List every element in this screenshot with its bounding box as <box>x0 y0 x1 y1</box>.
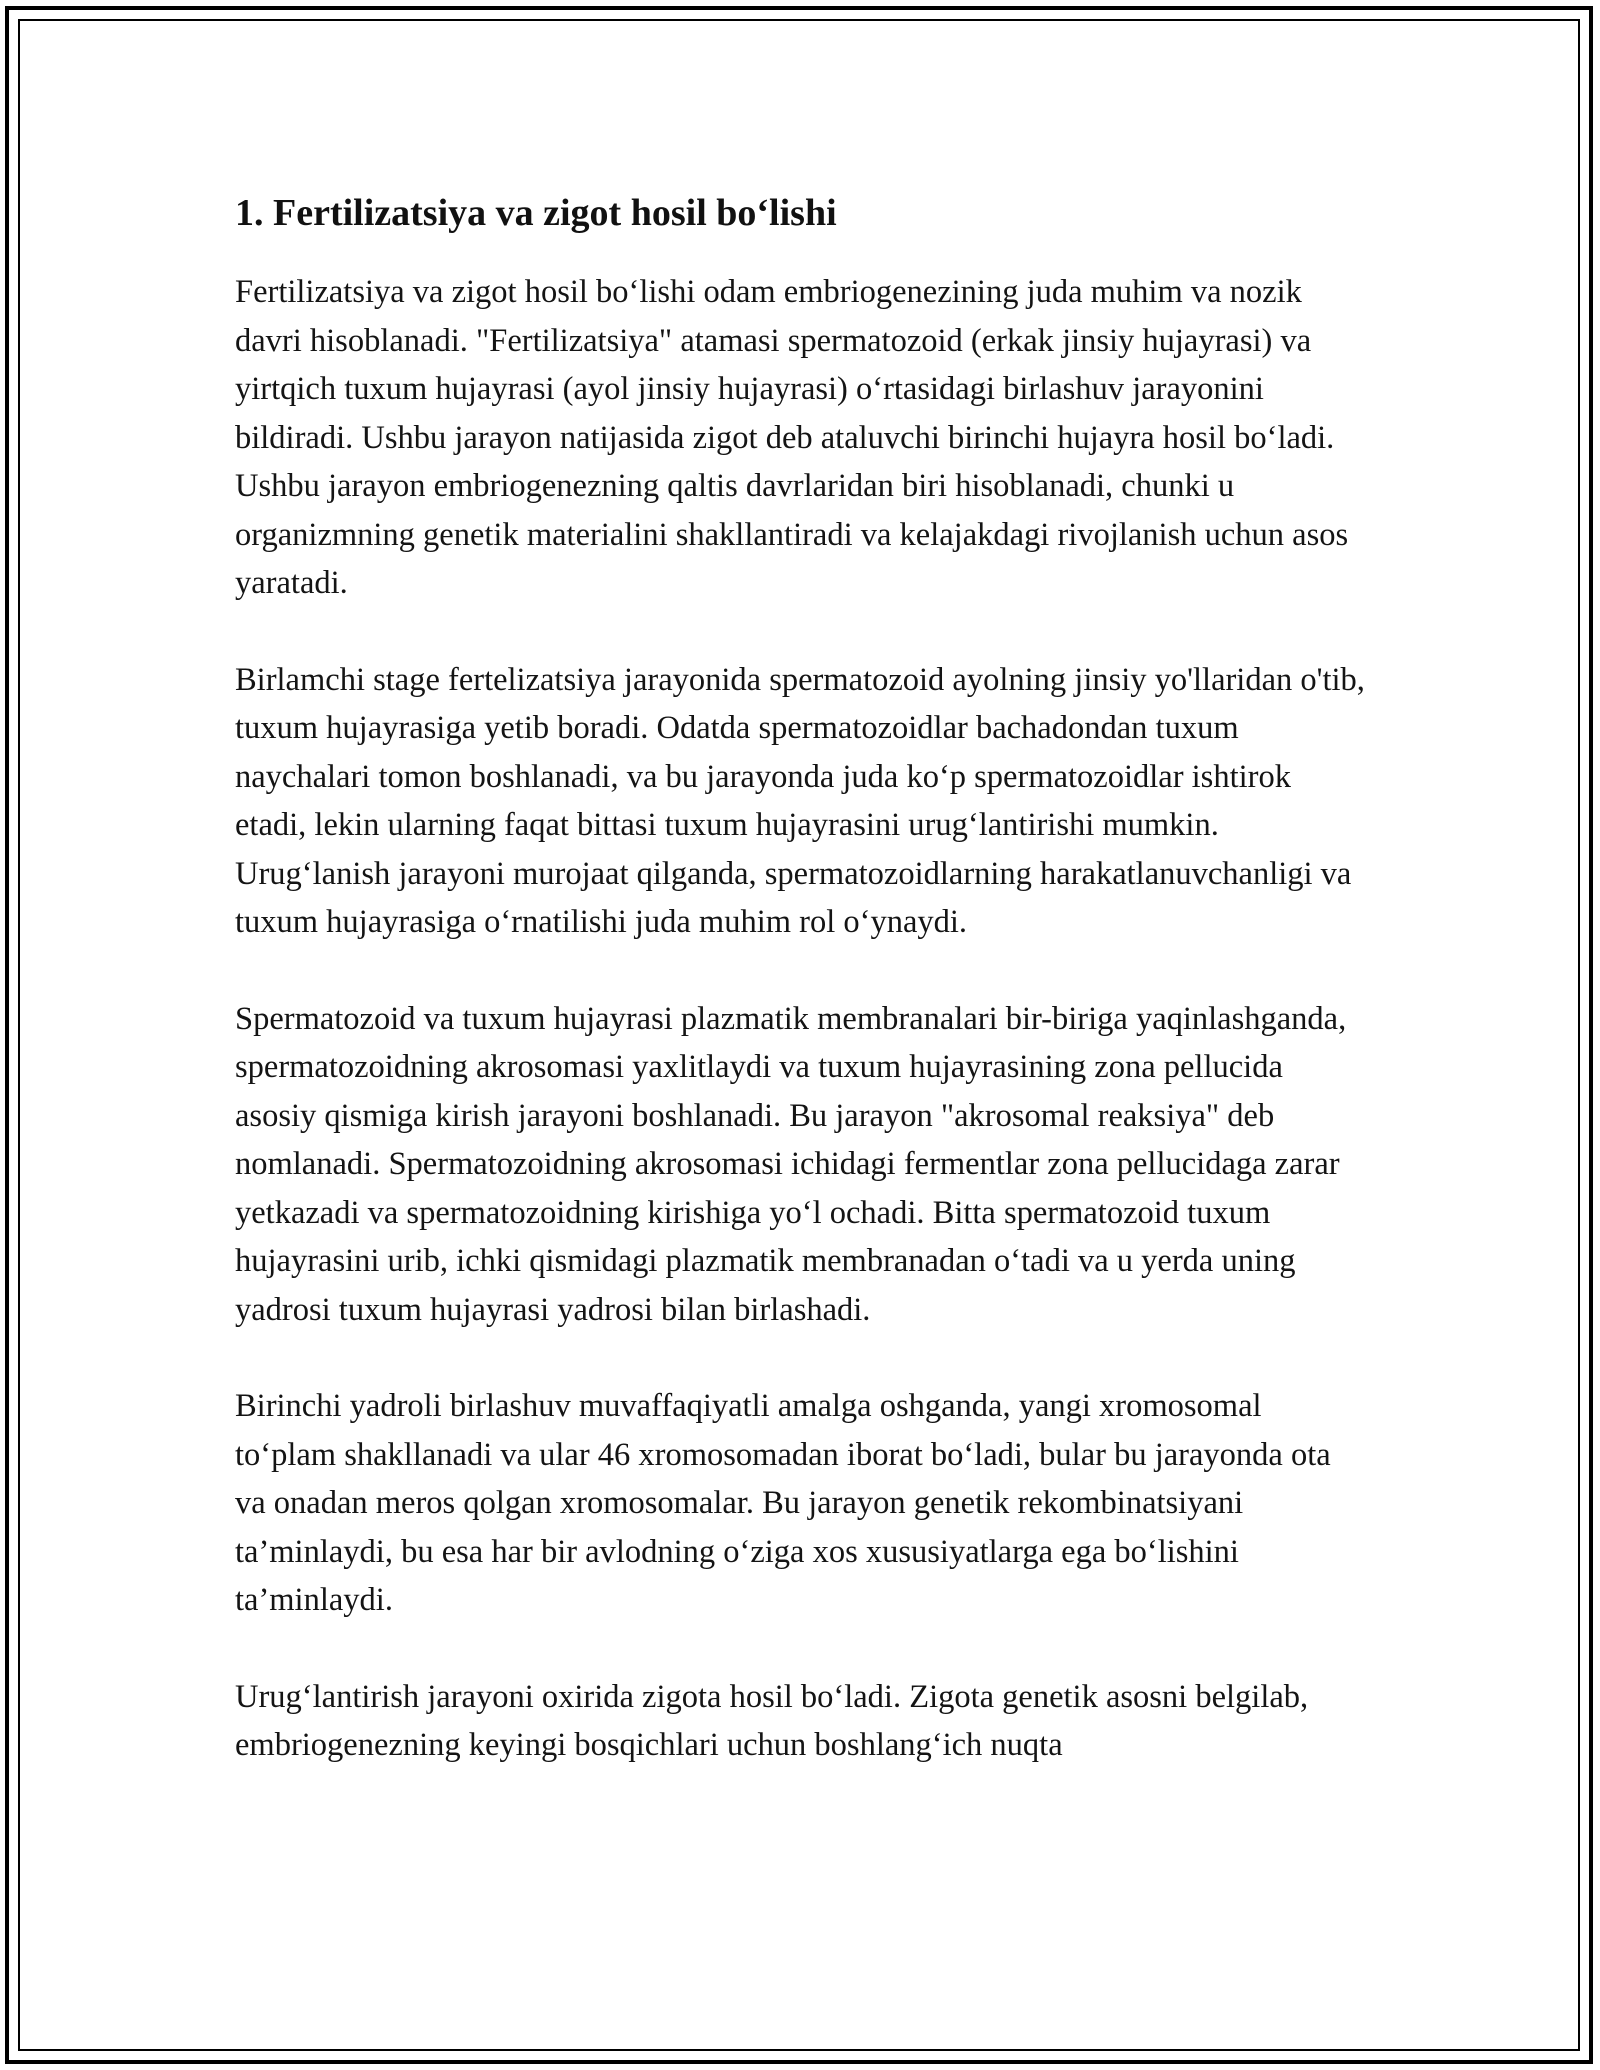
document-body <box>235 190 1365 1818</box>
paragraph-4: Birinchi yadroli birlashuv muvaffaqiyatli amalga oshganda, yangi xromosomal to‘plam shakllanadi va ular 46 xromosomadan iborat bo‘ladi, bular bu jarayonda ota va onadan meros qolgan xromosomalar. Bu jarayon genetik rekombinatsiyani ta’minlaydi, bu esa har bir avlodning o‘ziga xos xususiyatlarga ega bo‘lishini ta’minlaydi. <box>235 1388 1331 1618</box>
section-heading: 1. Fertilizatsiya va zigot hosil bo‘lishi <box>235 192 837 234</box>
paragraph-5: Urug‘lantirish jarayoni oxirida zigota hosil bo‘ladi. Zigota genetik asosni belgilab, embriogenezning keyingi bosqichlari uchun boshlang‘ich nuqta <box>235 1678 1309 1763</box>
paragraph-3: Spermatozoid va tuxum hujayrasi plazmatik membranalari bir-biriga yaqinlashganda, spermatozoidning akrosomasi yaxlitlaydi va tuxum hujayrasining zona pellucida asosiy qismiga kirish jarayoni boshlanadi. Bu jarayon "akrosomal reaksiya" deb nomlanadi. Spermatozoidning akrosomasi ichidagi fermentlar zona pellucidaga zarar yetkazadi va spermatozoidning kirishiga yo‘l ochadi. Bitta spermatozoid tuxum hujayrasini urib, ichki qismidagi plazmatik membranadan o‘tadi va u yerda uning yadrosi tuxum hujayrasi yadrosi bilan birlashadi. <box>235 1000 1347 1328</box>
paragraph-1: Fertilizatsiya va zigot hosil bo‘lishi odam embriogenezining juda muhim va nozik davri hisoblanadi. "Fertilizatsiya" atamasi spermatozoid (erkak jinsiy hujayrasi) va yirtqich tuxum hujayrasi (ayol jinsiy hujayrasi) o‘rtasidagi birlashuv jarayonini bildiradi. Ushbu jarayon natijasida zigot deb ataluvchi birinchi hujayra hosil bo‘ladi. Ushbu jarayon embriogenezning qaltis davrlaridan biri hisoblanadi, chunki u organizmning genetik materialini shakllantiradi va kelajakdagi rivojlanish uchun asos yaratadi. <box>235 274 1349 601</box>
paragraph-2: Birlamchi stage fertelizatsiya jarayonida spermatozoid ayolning jinsiy yo'llaridan o'tib, tuxum hujayrasiga yetib boradi. Odatda spermatozoidlar bachadondan tuxum naychalari tomon boshlanadi, va bu jarayonda juda ko‘p spermatozoidlar ishtirok etadi, lekin ularning faqat bittasi tuxum hujayrasini urug‘lantirishi mumkin. Urug‘lanish jarayoni murojaat qilganda, spermatozoidlarning harakatlanuvchanligi va tuxum hujayrasiga o‘rnatilishi juda muhim rol o‘ynaydi. <box>235 661 1365 940</box>
